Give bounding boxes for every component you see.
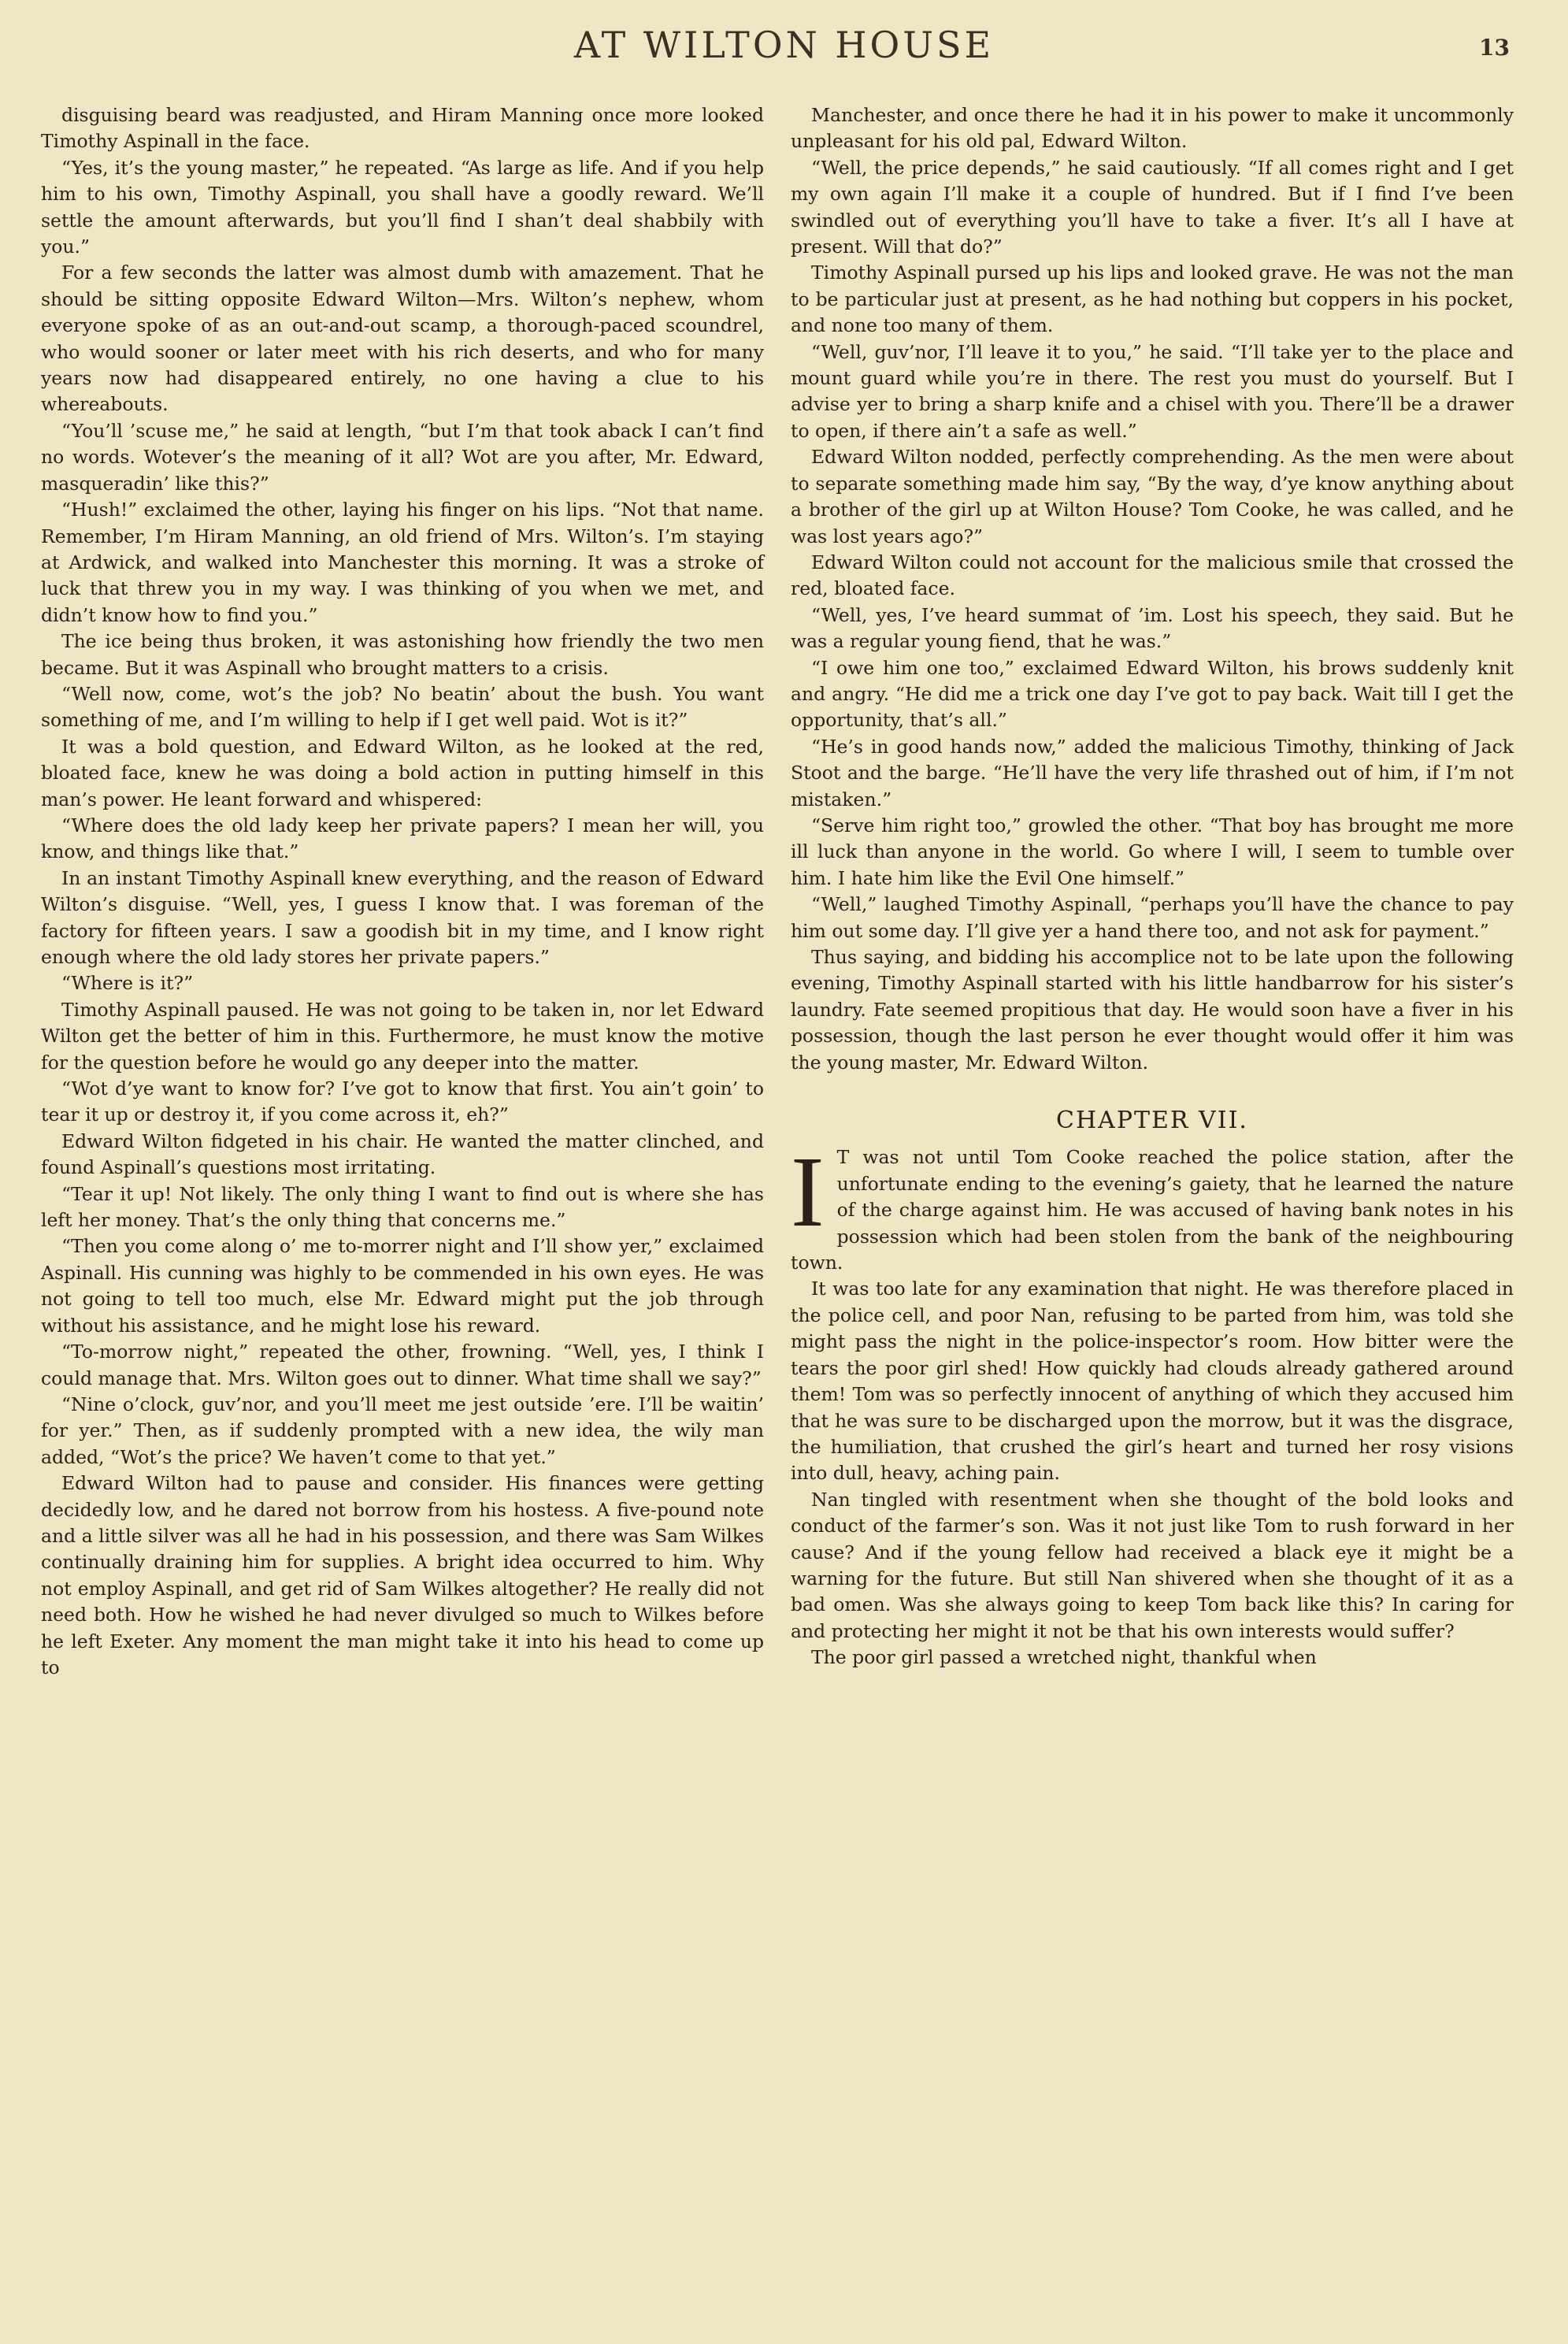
paragraph: “Where is it?” xyxy=(61,972,194,995)
paragraph: Edward Wilton could not account for the malicious smile that crossed the red, bloated face. xyxy=(791,551,1514,600)
paragraph: For a few seconds the latter was almost dumb with amazement. That he should be sitting opposite Edward Wilton—Mrs. Wilton’s nephew, whom everyone spoke of as an out-and-out scamp, a thorough-paced scoundrel, who would sooner or later meet with his rich deserts, and who for many years now had disappeared entirely, no one having a clue to his whereabouts. xyxy=(41,261,764,416)
chapter-heading: CHAPTER VII. xyxy=(1056,1107,1248,1135)
paragraph: It was a bold question, and Edward Wilton, as he looked at the red, bloated face, knew he was doing a bold action in putting himself in this man’s power. He leant forward and whispered: xyxy=(41,735,764,810)
right-column-bottom-text xyxy=(791,1276,1514,1671)
paragraph: Timothy Aspinall pursed up his lips and looked grave. He was not the man to be particular just at present, as he had nothing but coppers in his pocket, and none too many of them. xyxy=(791,261,1514,337)
paragraph: “Nine o’clock, guv’nor, and you’ll meet me jest outside ’ere. I’ll be waitin’ for yer.” Then, as if suddenly prompted with a new idea, the wily man added, “Wot’s the price? We haven’t come to that yet.” xyxy=(41,1393,764,1468)
paragraph: “Serve him right too,” growled the other. “That boy has brought me more ill luck than anyone in the world. Go where I will, I seem to tumble over him. I hate him like the Evil One himself.” xyxy=(791,814,1514,889)
drop-cap: I xyxy=(791,1136,825,1248)
paragraph: “Yes, it’s the young master,” he repeated. “As large as life. And if you help him to his own, Timothy Aspinall, you shall have a goodly reward. We’ll settle the amount afterwards, but you’ll find I shan’t deal shabbily with you.” xyxy=(41,156,764,258)
paragraph: “Well now, come, wot’s the job? No beatin’ about the bush. You want something of me, and I’m willing to help if I get well paid. Wot is it?” xyxy=(41,682,764,732)
paragraph: “Tear it up! Not likely. The only thing I want to find out is where she has left her money. That’s the only thing that concerns me.” xyxy=(41,1182,764,1232)
paragraph: “Well, guv’nor, I’ll leave it to you,” he said. “I’ll take yer to the place and mount guard while you’re in there. The rest you must do yourself. But I advise yer to bring a sharp knife and a chisel with you. There’ll be a drawer to open, if there ain’t a safe as well.” xyxy=(791,340,1514,442)
paragraph: “Wot d’ye want to know for? I’ve got to know that first. You ain’t goin’ to tear it up or destroy it, if you come across it, eh?” xyxy=(41,1077,764,1126)
paragraph: “You’ll ’scuse me,” he said at length, “but I’m that took aback I can’t find no words. Wotever’s the meaning of it all? Wot are you after, Mr. Edward, masqueradin’ like this?” xyxy=(41,419,764,495)
paragraph: The poor girl passed a wretched night, thankful when xyxy=(811,1646,1317,1669)
paragraph: Edward Wilton fidgeted in his chair. He wanted the matter clinched, and found Aspinall’s questions most irritating. xyxy=(41,1129,764,1179)
page-number: 13 xyxy=(1479,35,1510,61)
running-title: AT WILTON HOUSE xyxy=(573,24,995,66)
paragraph: It was too late for any examination that night. He was therefore placed in the police cell, and poor Nan, refusing to be parted from him, was told she might pass the night in the police-inspector’s room. How bitter were the tears the poor girl shed! How quickly had clouds already gathered around them! Tom was so perfectly innocent of anything of which they accused him that he was sure to be discharged upon the morrow, but it was the disgrace, the humiliation, that crushed the girl’s heart and turned her rosy visions into dull, heavy, aching pain. xyxy=(791,1278,1514,1485)
paragraph: “I owe him one too,” exclaimed Edward Wilton, his brows suddenly knit and angry. “He did me a trick one day I’ve got to pay back. Wait till I get the opportunity, that’s all.” xyxy=(791,656,1514,732)
paragraph: “Where does the old lady keep her private papers? I mean her will, you know, and things like that.” xyxy=(41,814,764,863)
right-column-top-text xyxy=(791,102,1514,1076)
left-column xyxy=(41,102,764,1681)
paragraph: “Then you come along o’ me to-morrer night and I’ll show yer,” exclaimed Aspinall. His cunning was highly to be commended in his own eyes. He was not going to tell too much, else Mr. Edward might put the job through without his assistance, and he might lose his reward. xyxy=(41,1235,764,1337)
paragraph: “Well, yes, I’ve heard summat of ’im. Lost his speech, they said. But he was a regular young fiend, that he was.” xyxy=(791,603,1514,653)
paragraph: disguising beard was readjusted, and Hiram Manning once more looked Timothy Aspinall in the face. xyxy=(41,104,764,153)
paragraph: Edward Wilton nodded, perfectly comprehending. As the men were about to separate something made him say, “By the way, d’ye know anything about a brother of the girl up at Wilton House? Tom Cooke, he was called, and he was lost years ago?” xyxy=(791,446,1514,547)
paragraph: “He’s in good hands now,” added the malicious Timothy, thinking of Jack Stoot and the barge. “He’ll have the very life thrashed out of him, if I’m not mistaken.” xyxy=(791,735,1514,810)
paragraph: “Hush!” exclaimed the other, laying his finger on his lips. “Not that name. Remember, I’m Hiram Manning, an old friend of Mrs. Wilton’s. I’m staying at Ardwick, and walked into Manchester this morning. It was a stroke of luck that threw you in my way. I was thinking of you when we met, and didn’t know how to find you.” xyxy=(41,499,764,626)
chapter-first-paragraph-text: T was not until Tom Cooke reached the police station, after the unfortunate ending to the evening’s gaiety, that he learned the nature of the charge against him. He was accused of having bank notes in his possession which had been stolen from the bank of the neighbouring town. xyxy=(791,1146,1514,1274)
paragraph: Nan tingled with resentment when she thought of the bold looks and conduct of the farmer’s son. Was it not just like Tom to rush forward in her cause? And if the young fellow had received a black eye it might be a warning for the future. But still Nan shivered when she thought of it as a bad omen. Was she always going to keep Tom back like this? In caring for and protecting her might it not be that his own interests would suffer? xyxy=(791,1488,1514,1642)
chapter-opening-paragraph xyxy=(791,1136,1514,1276)
paragraph: “Well, the price depends,” he said cautiously. “If all comes right and I get my own again I’ll make it a couple of hundred. But if I find I’ve been swindled out of everything you’ll have to take a fiver. It’s all I have at present. Will that do?” xyxy=(791,156,1514,258)
paragraph: “Well,” laughed Timothy Aspinall, “perhaps you’ll have the chance to pay him out some day. I’ll give yer a hand there too, and not ask for payment.” xyxy=(791,893,1514,942)
paragraph: Edward Wilton had to pause and consider. His finances were getting decidedly low, and he dared not borrow from his hostess. A five-pound note and a little silver was all he had in his possession, and there was Sam Wilkes continually draining him for supplies. A bright idea occurred to him. Why not employ Aspinall, and get rid of Sam Wilkes altogether? He really did not need both. How he wished he had never divulged so much to Wilkes before he left Exeter. Any moment the man might take it into his head to come up to xyxy=(41,1472,764,1678)
paragraph: Thus saying, and bidding his accomplice not to be late upon the following evening, Timothy Aspinall started with his little handbarrow for his sister’s laundry. Fate seemed propitious that day. He would soon have a fiver in his possession, though the last person he ever thought would offer it him was the young master, Mr. Edward Wilton. xyxy=(791,946,1514,1074)
paragraph: Timothy Aspinall paused. He was not going to be taken in, nor let Edward Wilton get the better of him in this. Furthermore, he must know the motive for the question before he would go any deeper into the matter. xyxy=(41,998,764,1074)
paragraph: The ice being thus broken, it was astonishing how friendly the two men became. But it was Aspinall who brought matters to a crisis. xyxy=(41,630,764,679)
paragraph: In an instant Timothy Aspinall knew everything, and the reason of Edward Wilton’s disguise. “Well, yes, I guess I know that. I was foreman of the factory for fifteen years. I saw a goodish bit in my time, and I know right enough where the old lady stores her private papers.” xyxy=(41,866,764,968)
paragraph: Manchester, and once there he had it in his power to make it uncommonly unpleasant for his old pal, Edward Wilton. xyxy=(791,104,1514,153)
paragraph: “To-morrow night,” repeated the other, frowning. “Well, yes, I think I could manage that. Mrs. Wilton goes out to dinner. What time shall we say?” xyxy=(41,1341,764,1389)
right-column xyxy=(791,102,1514,1671)
